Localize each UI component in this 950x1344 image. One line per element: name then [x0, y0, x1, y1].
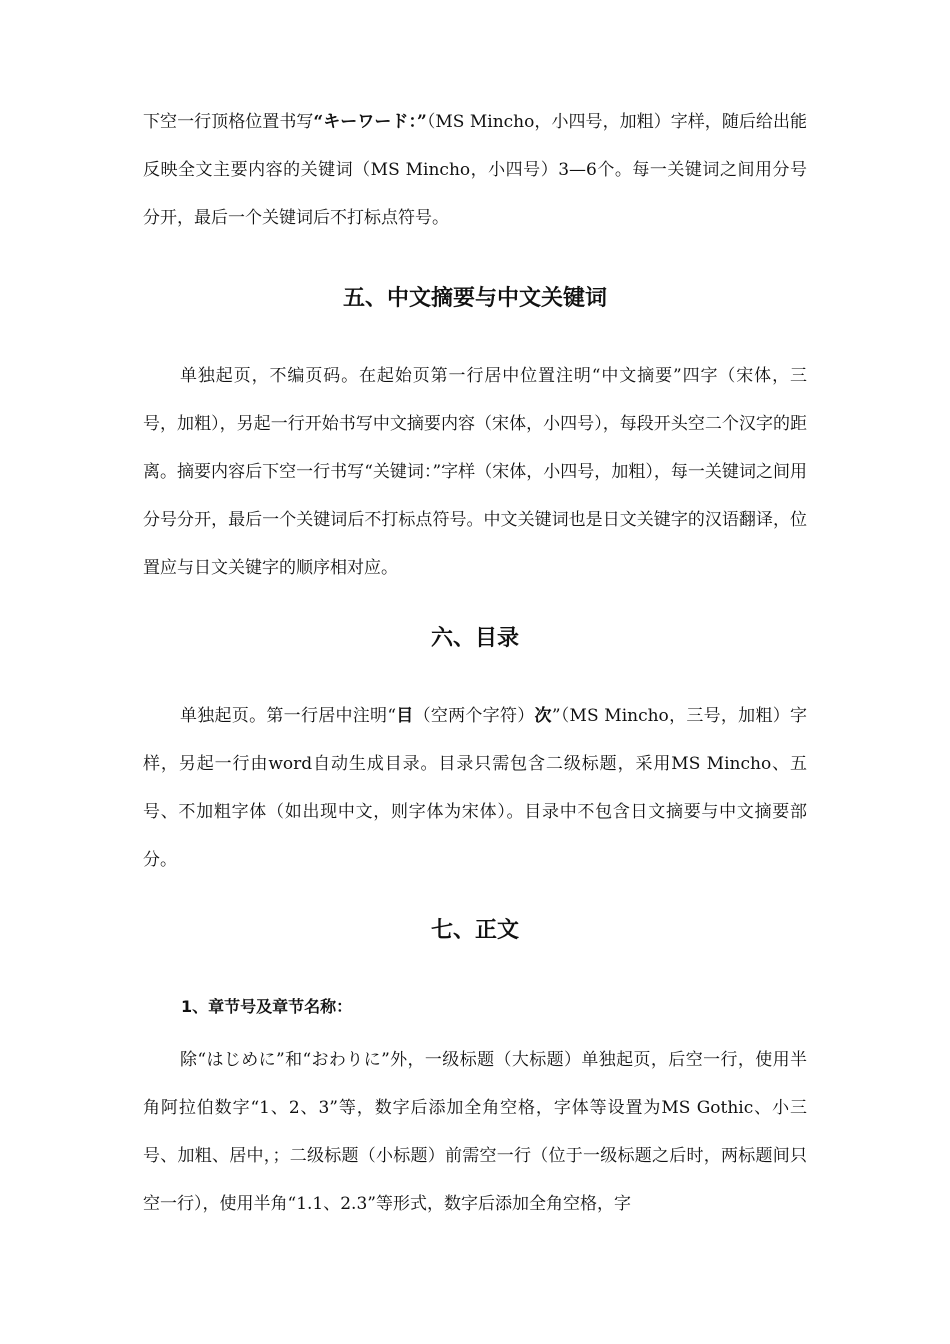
paragraph-text: 下空一行顶格位置书写: [143, 112, 314, 132]
paragraph-text: 单独起页。第一行居中注明“: [180, 706, 397, 726]
chinese-abstract-paragraph: 单独起页，不编页码。在起始页第一行居中位置注明“中文摘要”四字（宋体，三号，加粗），另起一行开始书写中文摘要内容（宋体，小四号），每段开头空二个汉字的距离。摘要内容后下空一行书写“关键词：”字样（宋体，小四号，加粗），每一关键词之间用分号分开，最后一个关键词后不打标点符号。中文关键词也是日文关键字的汉语翻译，位置应与日文关键字的顺序相对应。: [143, 366, 807, 578]
section-heading-body: 七、正文: [430, 918, 519, 943]
toc-label-bold: 目: [396, 706, 414, 726]
paragraph-text: （空两个字符）: [413, 706, 535, 726]
toc-paragraph: [143, 692, 807, 884]
paragraph-text: （MS Mincho，小四号，加粗）字样，随后给出能反映全文主要内容的关键词（MS Mincho，小四号）3—6个。每一关键词之间用分号分开，最后一个关键词后不打标点符号。: [143, 112, 808, 228]
keywords-instruction-paragraph: [143, 98, 807, 242]
chapter-numbering-paragraph: 除“はじめに”和“おわりに”外，一级标题（大标题）单独起页，后空一行，使用半角阿拉伯数字“1、2、3”等，数字后添加全角空格，字体等设置为MS Gothic、小三号、加粗、居中，；二级标题（小标题）前需空一行（位于一级标题之后时，两标题间只空一行），使用半角“1.1、2.3”等形式，数字后添加全角空格，字: [143, 1050, 807, 1214]
keywords-label-bold: “キーワード：”: [313, 112, 427, 132]
paragraph-text: ”（MS Mincho，三号，加粗）字样，另起一行由word自动生成目录。目录只需包含二级标题，采用MS Mincho、五号、不加粗字体（如出现中文，则字体为宋体）。目录中不包含日文摘要与中文摘要部分。: [143, 706, 808, 870]
subheading-chapter-numbering: 1、章节号及章节名称：: [181, 997, 353, 1016]
section-heading-toc: 六、目录: [430, 626, 519, 651]
toc-label-bold: 次: [534, 706, 552, 726]
section-heading-chinese-abstract: 五、中文摘要与中文关键词: [342, 286, 607, 311]
